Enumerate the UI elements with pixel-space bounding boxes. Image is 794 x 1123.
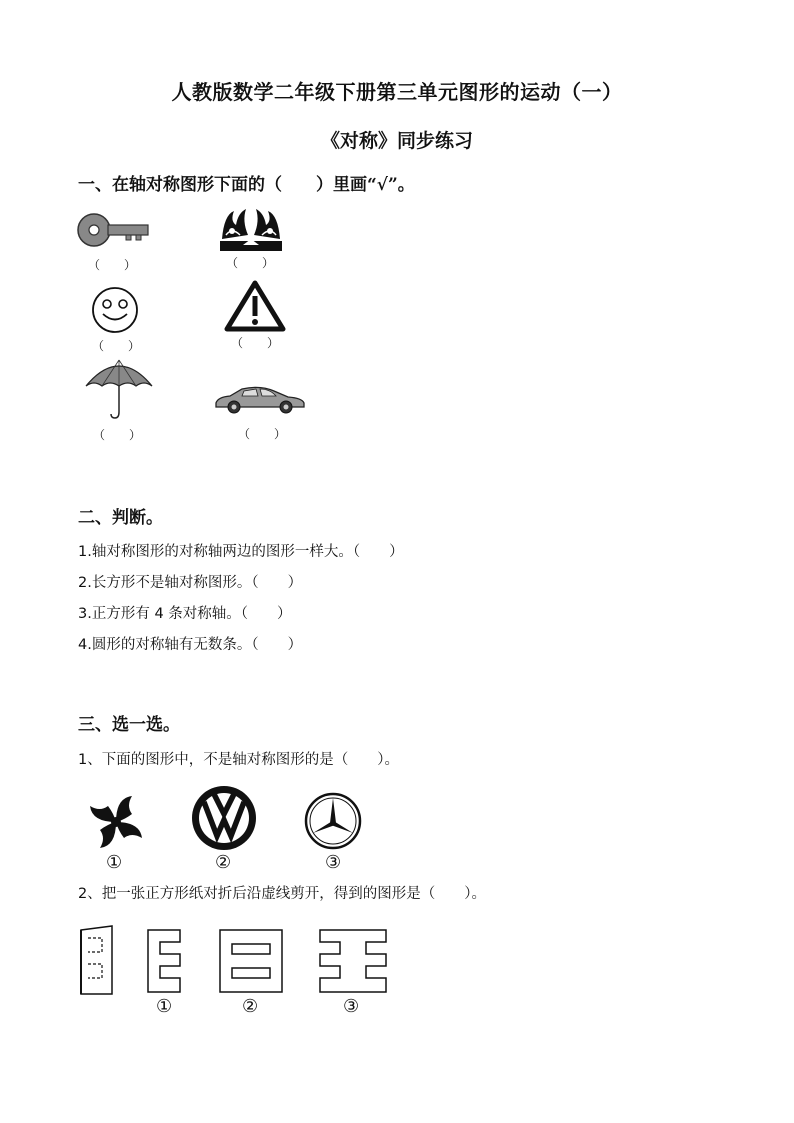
question-1-text: 1、下面的图形中，不是轴对称图形的是（ ）。 <box>78 752 399 768</box>
judgment-item: 4.圆形的对称轴有无数条。（ ） <box>78 637 303 653</box>
judgment-item: 2.长方形不是轴对称图形。（ ） <box>78 575 303 591</box>
ornament-icon <box>218 205 284 253</box>
answer-slot[interactable]: （ ） <box>231 336 280 350</box>
judgment-item: 3.正方形有 4 条对称轴。（ ） <box>78 606 292 622</box>
option-label: ① <box>106 852 123 873</box>
option-label: ③ <box>343 996 360 1017</box>
judgment-item: 1.轴对称图形的对称轴两边的图形一样大。（ ） <box>78 544 404 560</box>
section2-heading: 二、判断。 <box>78 508 163 528</box>
answer-slot[interactable]: （ ） <box>93 428 142 442</box>
vw-logo-icon <box>190 784 258 852</box>
pinwheel-logo-icon <box>86 792 146 852</box>
warning-triangle-icon <box>224 280 286 332</box>
option-label: ② <box>215 852 232 873</box>
answer-slot[interactable]: （ ） <box>226 256 275 270</box>
page-title: 人教版数学二年级下册第三单元图形的运动（一） <box>171 80 623 104</box>
page-subtitle: 《对称》同步练习 <box>320 130 473 152</box>
option-label: ② <box>242 996 259 1017</box>
section1-heading: 一、在轴对称图形下面的（ ）里画“√”。 <box>78 175 415 195</box>
folded-paper-icon <box>78 924 118 996</box>
car-icon <box>212 383 308 415</box>
umbrella-icon <box>84 356 154 420</box>
mercedes-logo-icon <box>304 792 362 850</box>
option-label: ① <box>156 996 173 1017</box>
wang-shape-icon <box>318 928 388 994</box>
question-2-text: 2、把一张正方形纸对折后沿虚线剪开，得到的图形是（ ）。 <box>78 886 486 902</box>
section3-heading: 三、选一选。 <box>78 715 180 735</box>
e-shape-icon <box>146 928 186 994</box>
key-icon <box>76 210 152 250</box>
square-with-slots-icon <box>218 928 284 994</box>
answer-slot[interactable]: （ ） <box>88 258 137 272</box>
smiley-face-icon <box>90 285 140 335</box>
option-label: ③ <box>325 852 342 873</box>
answer-slot[interactable]: （ ） <box>238 427 287 441</box>
answer-slot[interactable]: （ ） <box>92 339 141 353</box>
